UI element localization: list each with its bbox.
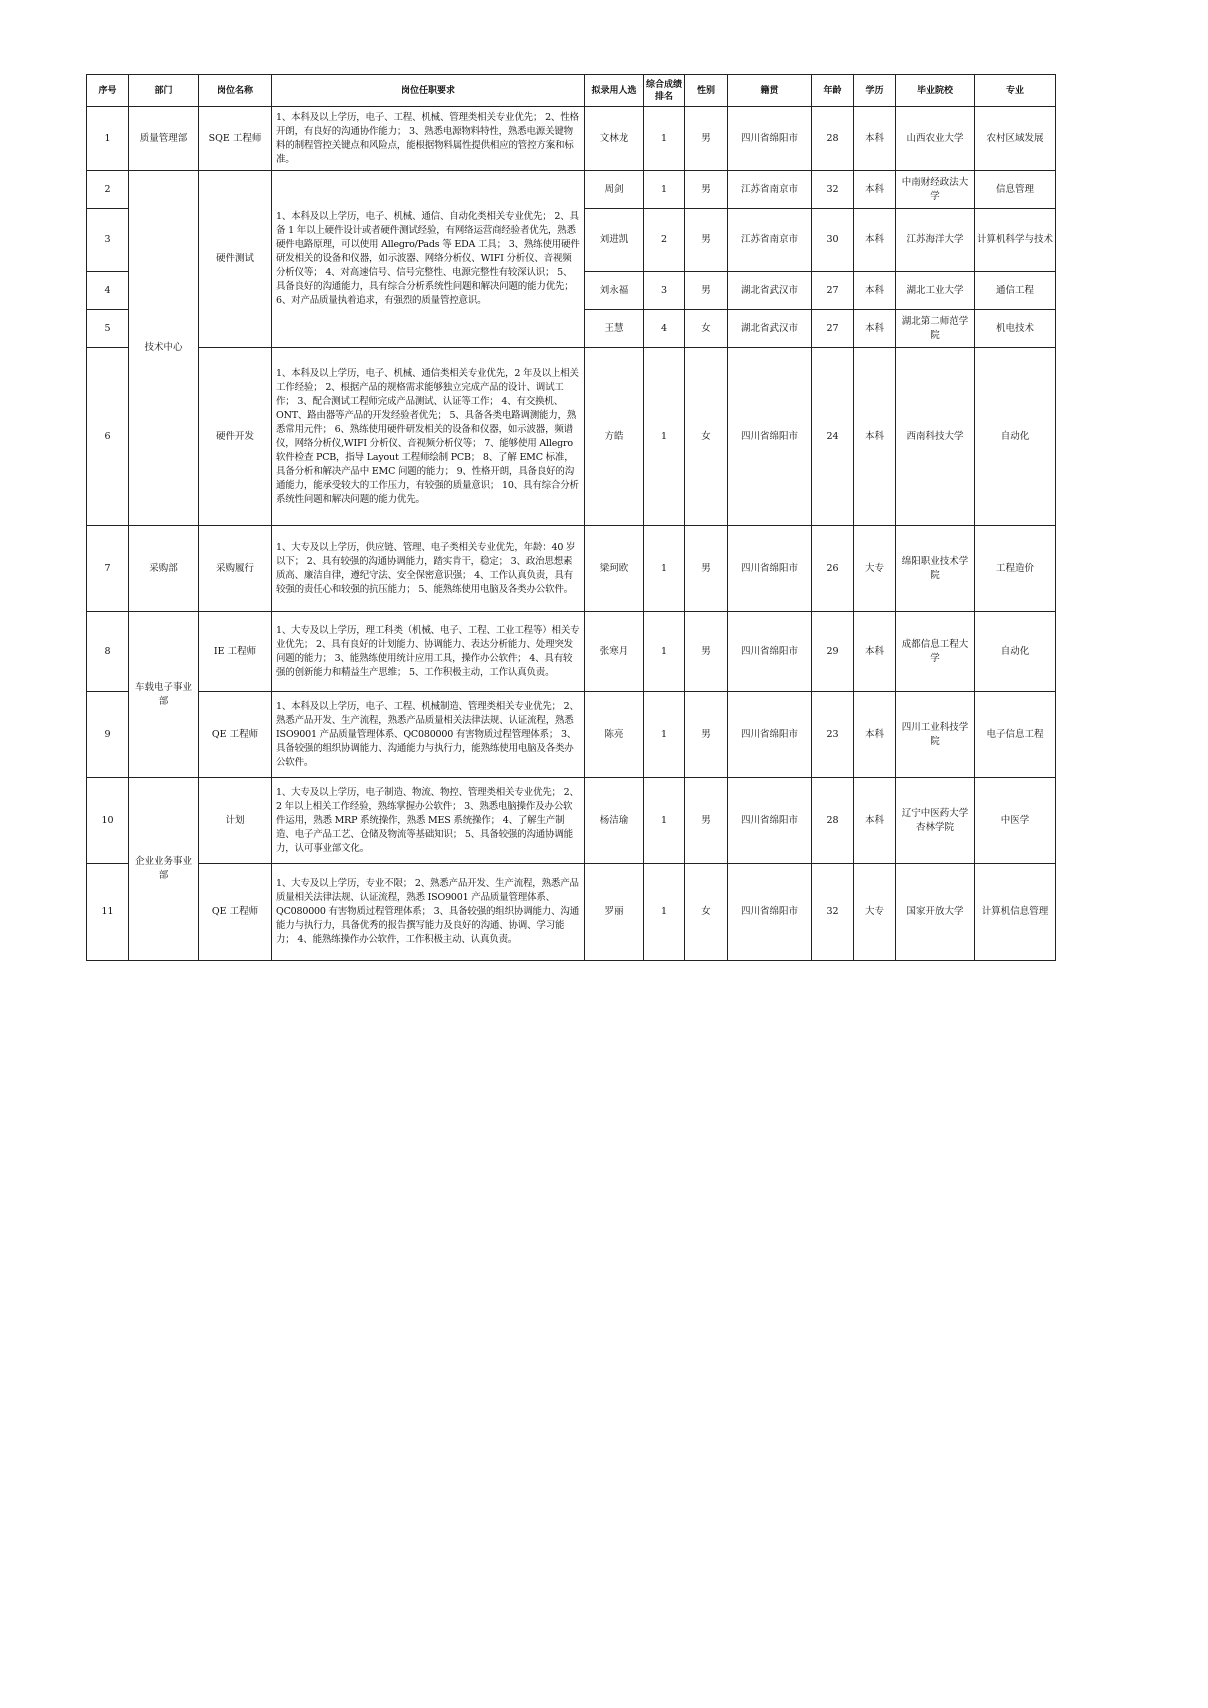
col-header-gender: 性别 <box>685 75 728 107</box>
cell-origin: 四川省绵阳市 <box>728 692 812 778</box>
cell-rank: 1 <box>644 692 685 778</box>
cell-gender: 男 <box>685 107 728 171</box>
cell-position: 计划 <box>199 778 272 864</box>
cell-gender: 女 <box>685 310 728 348</box>
cell-major: 信息管理 <box>975 171 1056 209</box>
cell-no: 4 <box>87 272 129 310</box>
col-header-rank: 综合成绩排名 <box>644 75 685 107</box>
cell-candidate: 文林龙 <box>585 107 644 171</box>
col-header-department: 部门 <box>129 75 199 107</box>
cell-age: 26 <box>812 526 854 612</box>
cell-candidate: 杨洁瑜 <box>585 778 644 864</box>
cell-school: 国家开放大学 <box>896 864 975 961</box>
cell-education: 本科 <box>854 612 896 692</box>
cell-origin: 四川省绵阳市 <box>728 526 812 612</box>
cell-position: QE 工程师 <box>199 692 272 778</box>
cell-position: QE 工程师 <box>199 864 272 961</box>
cell-gender: 男 <box>685 612 728 692</box>
cell-gender: 男 <box>685 526 728 612</box>
cell-age: 30 <box>812 209 854 272</box>
cell-candidate: 张寒月 <box>585 612 644 692</box>
cell-major: 中医学 <box>975 778 1056 864</box>
cell-no: 8 <box>87 612 129 692</box>
cell-no: 10 <box>87 778 129 864</box>
cell-gender: 男 <box>685 272 728 310</box>
cell-major: 计算机科学与技术 <box>975 209 1056 272</box>
header-row <box>87 75 1056 107</box>
cell-education: 本科 <box>854 692 896 778</box>
cell-age: 29 <box>812 612 854 692</box>
cell-gender: 男 <box>685 209 728 272</box>
cell-school: 辽宁中医药大学杏林学院 <box>896 778 975 864</box>
cell-age: 32 <box>812 171 854 209</box>
cell-rank: 1 <box>644 107 685 171</box>
cell-rank: 1 <box>644 526 685 612</box>
cell-rank: 1 <box>644 348 685 526</box>
cell-rank: 2 <box>644 209 685 272</box>
cell-requirements: 1、大专及以上学历，理工科类（机械、电子、工程、工业工程等）相关专业优先； 2、具有良好的计划能力、协调能力、表达分析能力、处理突发问题的能力； 3、能熟练使用统计应用工具，操作办公软件； 4、具有较强的创新能力和精益生产思维； 5、工作积极主动，工作认真负责。 <box>272 612 585 692</box>
cell-requirements: 1、大专及以上学历，供应链、管理、电子类相关专业优先，年龄：40 岁以下； 2、具有较强的沟通协调能力，踏实肯干，稳定； 3、政治思想素质高、廉洁自律，遵纪守法、安全保密意识强； 4、工作认真负责，具有较强的责任心和较强的抗压能力； 5、能熟练使用电脑及各类办公软件。 <box>272 526 585 612</box>
cell-requirements: 1、本科及以上学历，电子、工程、机械、管理类相关专业优先； 2、性格开朗，有良好的沟通协作能力； 3、熟悉电源物料特性，熟悉电源关键物料的制程管控关键点和风险点，能根据物料属性提供相应的管控方案和标准。 <box>272 107 585 171</box>
cell-major: 自动化 <box>975 348 1056 526</box>
cell-position: 硬件测试 <box>199 171 272 348</box>
col-header-position: 岗位名称 <box>199 75 272 107</box>
cell-no: 1 <box>87 107 129 171</box>
cell-education: 本科 <box>854 348 896 526</box>
cell-education: 本科 <box>854 310 896 348</box>
cell-age: 24 <box>812 348 854 526</box>
cell-rank: 1 <box>644 864 685 961</box>
cell-school: 湖北工业大学 <box>896 272 975 310</box>
cell-major: 通信工程 <box>975 272 1056 310</box>
cell-school: 湖北第二师范学院 <box>896 310 975 348</box>
col-header-candidate: 拟录用人选 <box>585 75 644 107</box>
cell-origin: 湖北省武汉市 <box>728 310 812 348</box>
cell-requirements: 1、本科及以上学历，电子、机械、通信、自动化类相关专业优先； 2、具备 1 年以上硬件设计或者硬件测试经验，有网络运营商经验者优先，熟悉硬件电路原理，可以使用 Allegro/Pads 等 EDA 工具； 3、熟练使用硬件研发相关的设备和仪器，如示波器、网络分析仪、WIFI 分析仪、音视频分析仪等； 4、对高速信号、信号完整性、电源完整性有较深认识； 5、具备良好的沟通能力，具有综合分析系统性问题和解决问题的能力优先； 6、对产品质量执着追求，有强烈的质量管控意识。 <box>272 171 585 348</box>
cell-origin: 四川省绵阳市 <box>728 778 812 864</box>
cell-school: 江苏海洋大学 <box>896 209 975 272</box>
cell-major: 自动化 <box>975 612 1056 692</box>
table-row <box>87 778 1056 864</box>
cell-gender: 女 <box>685 864 728 961</box>
cell-department: 企业业务事业部 <box>129 778 199 961</box>
cell-candidate: 刘永福 <box>585 272 644 310</box>
cell-position: 采购履行 <box>199 526 272 612</box>
cell-gender: 男 <box>685 692 728 778</box>
cell-school: 西南科技大学 <box>896 348 975 526</box>
recruitment-table <box>86 74 1056 961</box>
cell-department: 质量管理部 <box>129 107 199 171</box>
cell-position: 硬件开发 <box>199 348 272 526</box>
col-header-origin: 籍贯 <box>728 75 812 107</box>
cell-candidate: 周剑 <box>585 171 644 209</box>
col-header-school: 毕业院校 <box>896 75 975 107</box>
cell-position: IE 工程师 <box>199 612 272 692</box>
cell-education: 本科 <box>854 171 896 209</box>
cell-no: 2 <box>87 171 129 209</box>
cell-origin: 湖北省武汉市 <box>728 272 812 310</box>
cell-education: 大专 <box>854 526 896 612</box>
cell-position: SQE 工程师 <box>199 107 272 171</box>
cell-no: 7 <box>87 526 129 612</box>
cell-origin: 四川省绵阳市 <box>728 864 812 961</box>
cell-origin: 江苏省南京市 <box>728 171 812 209</box>
cell-origin: 四川省绵阳市 <box>728 107 812 171</box>
cell-age: 28 <box>812 778 854 864</box>
cell-rank: 1 <box>644 612 685 692</box>
cell-rank: 1 <box>644 171 685 209</box>
cell-gender: 男 <box>685 778 728 864</box>
cell-candidate: 陈亮 <box>585 692 644 778</box>
cell-age: 23 <box>812 692 854 778</box>
cell-gender: 男 <box>685 171 728 209</box>
table-row <box>87 171 1056 209</box>
cell-requirements: 1、大专及以上学历，电子制造、物流、物控、管理类相关专业优先； 2、2 年以上相关工作经验，熟练掌握办公软件； 3、熟悉电脑操作及办公软件运用，熟悉 MRP 系统操作，熟悉 MES 系统操作； 4、了解生产制造、电子产品工艺、仓储及物流等基础知识； 5、具备较强的沟通协调能力，认可事业部文化。 <box>272 778 585 864</box>
cell-candidate: 刘进凯 <box>585 209 644 272</box>
cell-education: 本科 <box>854 209 896 272</box>
table-row <box>87 107 1056 171</box>
cell-requirements: 1、大专及以上学历，专业不限； 2、熟悉产品开发、生产流程，熟悉产品质量相关法律法规、认证流程，熟悉 ISO9001 产品质量管理体系、QC080000 有害物质过程管理体系； 3、具备较强的组织协调能力、沟通能力与执行力，具备优秀的报告撰写能力及良好的沟通、协调、学习能力； 4、能熟练操作办公软件，工作积极主动、认真负责。 <box>272 864 585 961</box>
cell-origin: 江苏省南京市 <box>728 209 812 272</box>
cell-candidate: 王慧 <box>585 310 644 348</box>
cell-rank: 3 <box>644 272 685 310</box>
cell-requirements: 1、本科及以上学历，电子、工程、机械制造、管理类相关专业优先； 2、熟悉产品开发、生产流程，熟悉产品质量相关法律法规、认证流程，熟悉 ISO9001 产品质量管理体系、QC080000 有害物质过程管理体系； 3、具备较强的组织协调能力、沟通能力与执行力，能熟练使用电脑及各类办公软件。 <box>272 692 585 778</box>
cell-origin: 四川省绵阳市 <box>728 612 812 692</box>
cell-major: 工程造价 <box>975 526 1056 612</box>
cell-education: 本科 <box>854 778 896 864</box>
col-header-no: 序号 <box>87 75 129 107</box>
cell-school: 中南财经政法大学 <box>896 171 975 209</box>
cell-education: 大专 <box>854 864 896 961</box>
col-header-major: 专业 <box>975 75 1056 107</box>
cell-no: 9 <box>87 692 129 778</box>
cell-school: 绵阳职业技术学院 <box>896 526 975 612</box>
cell-no: 11 <box>87 864 129 961</box>
cell-rank: 4 <box>644 310 685 348</box>
cell-age: 32 <box>812 864 854 961</box>
cell-department: 车载电子事业部 <box>129 612 199 778</box>
cell-rank: 1 <box>644 778 685 864</box>
cell-age: 27 <box>812 272 854 310</box>
col-header-requirements: 岗位任职要求 <box>272 75 585 107</box>
cell-age: 28 <box>812 107 854 171</box>
cell-candidate: 方皓 <box>585 348 644 526</box>
cell-candidate: 梁珂欧 <box>585 526 644 612</box>
cell-education: 本科 <box>854 272 896 310</box>
cell-education: 本科 <box>854 107 896 171</box>
col-header-education: 学历 <box>854 75 896 107</box>
cell-department: 采购部 <box>129 526 199 612</box>
cell-no: 5 <box>87 310 129 348</box>
table-row <box>87 692 1056 778</box>
table-row <box>87 526 1056 612</box>
cell-no: 3 <box>87 209 129 272</box>
cell-major: 电子信息工程 <box>975 692 1056 778</box>
cell-origin: 四川省绵阳市 <box>728 348 812 526</box>
cell-gender: 女 <box>685 348 728 526</box>
cell-major: 农村区域发展 <box>975 107 1056 171</box>
cell-school: 山西农业大学 <box>896 107 975 171</box>
table-row <box>87 348 1056 526</box>
cell-age: 27 <box>812 310 854 348</box>
col-header-age: 年龄 <box>812 75 854 107</box>
cell-department: 技术中心 <box>129 171 199 526</box>
table-row <box>87 612 1056 692</box>
cell-school: 成都信息工程大学 <box>896 612 975 692</box>
cell-no: 6 <box>87 348 129 526</box>
cell-candidate: 罗丽 <box>585 864 644 961</box>
cell-major: 计算机信息管理 <box>975 864 1056 961</box>
table-row <box>87 864 1056 961</box>
cell-school: 四川工业科技学院 <box>896 692 975 778</box>
cell-major: 机电技术 <box>975 310 1056 348</box>
cell-requirements: 1、本科及以上学历，电子、机械、通信类相关专业优先，2 年及以上相关工作经验； 2、根据产品的规格需求能够独立完成产品的设计、调试工作； 3、配合测试工程师完成产品测试、认证等工作； 4、有交换机、ONT、路由器等产品的开发经验者优先； 5、具备各类电路调测能力，熟悉常用元件； 6、熟练使用硬件研发相关的设备和仪器，如示波器，频谱仪，网络分析仪,WIFI 分析仪、音视频分析仪等； 7、能够使用 Allegro 软件检查 PCB，指导 Layout 工程师绘制 PCB； 8、了解 EMC 标准，具备分析和解决产品中 EMC 问题的能力； 9、性格开朗，具备良好的沟通能力，能承受较大的工作压力，有较强的质量意识； 10、具有综合分析系统性问题和解决问题的能力优先。 <box>272 348 585 526</box>
